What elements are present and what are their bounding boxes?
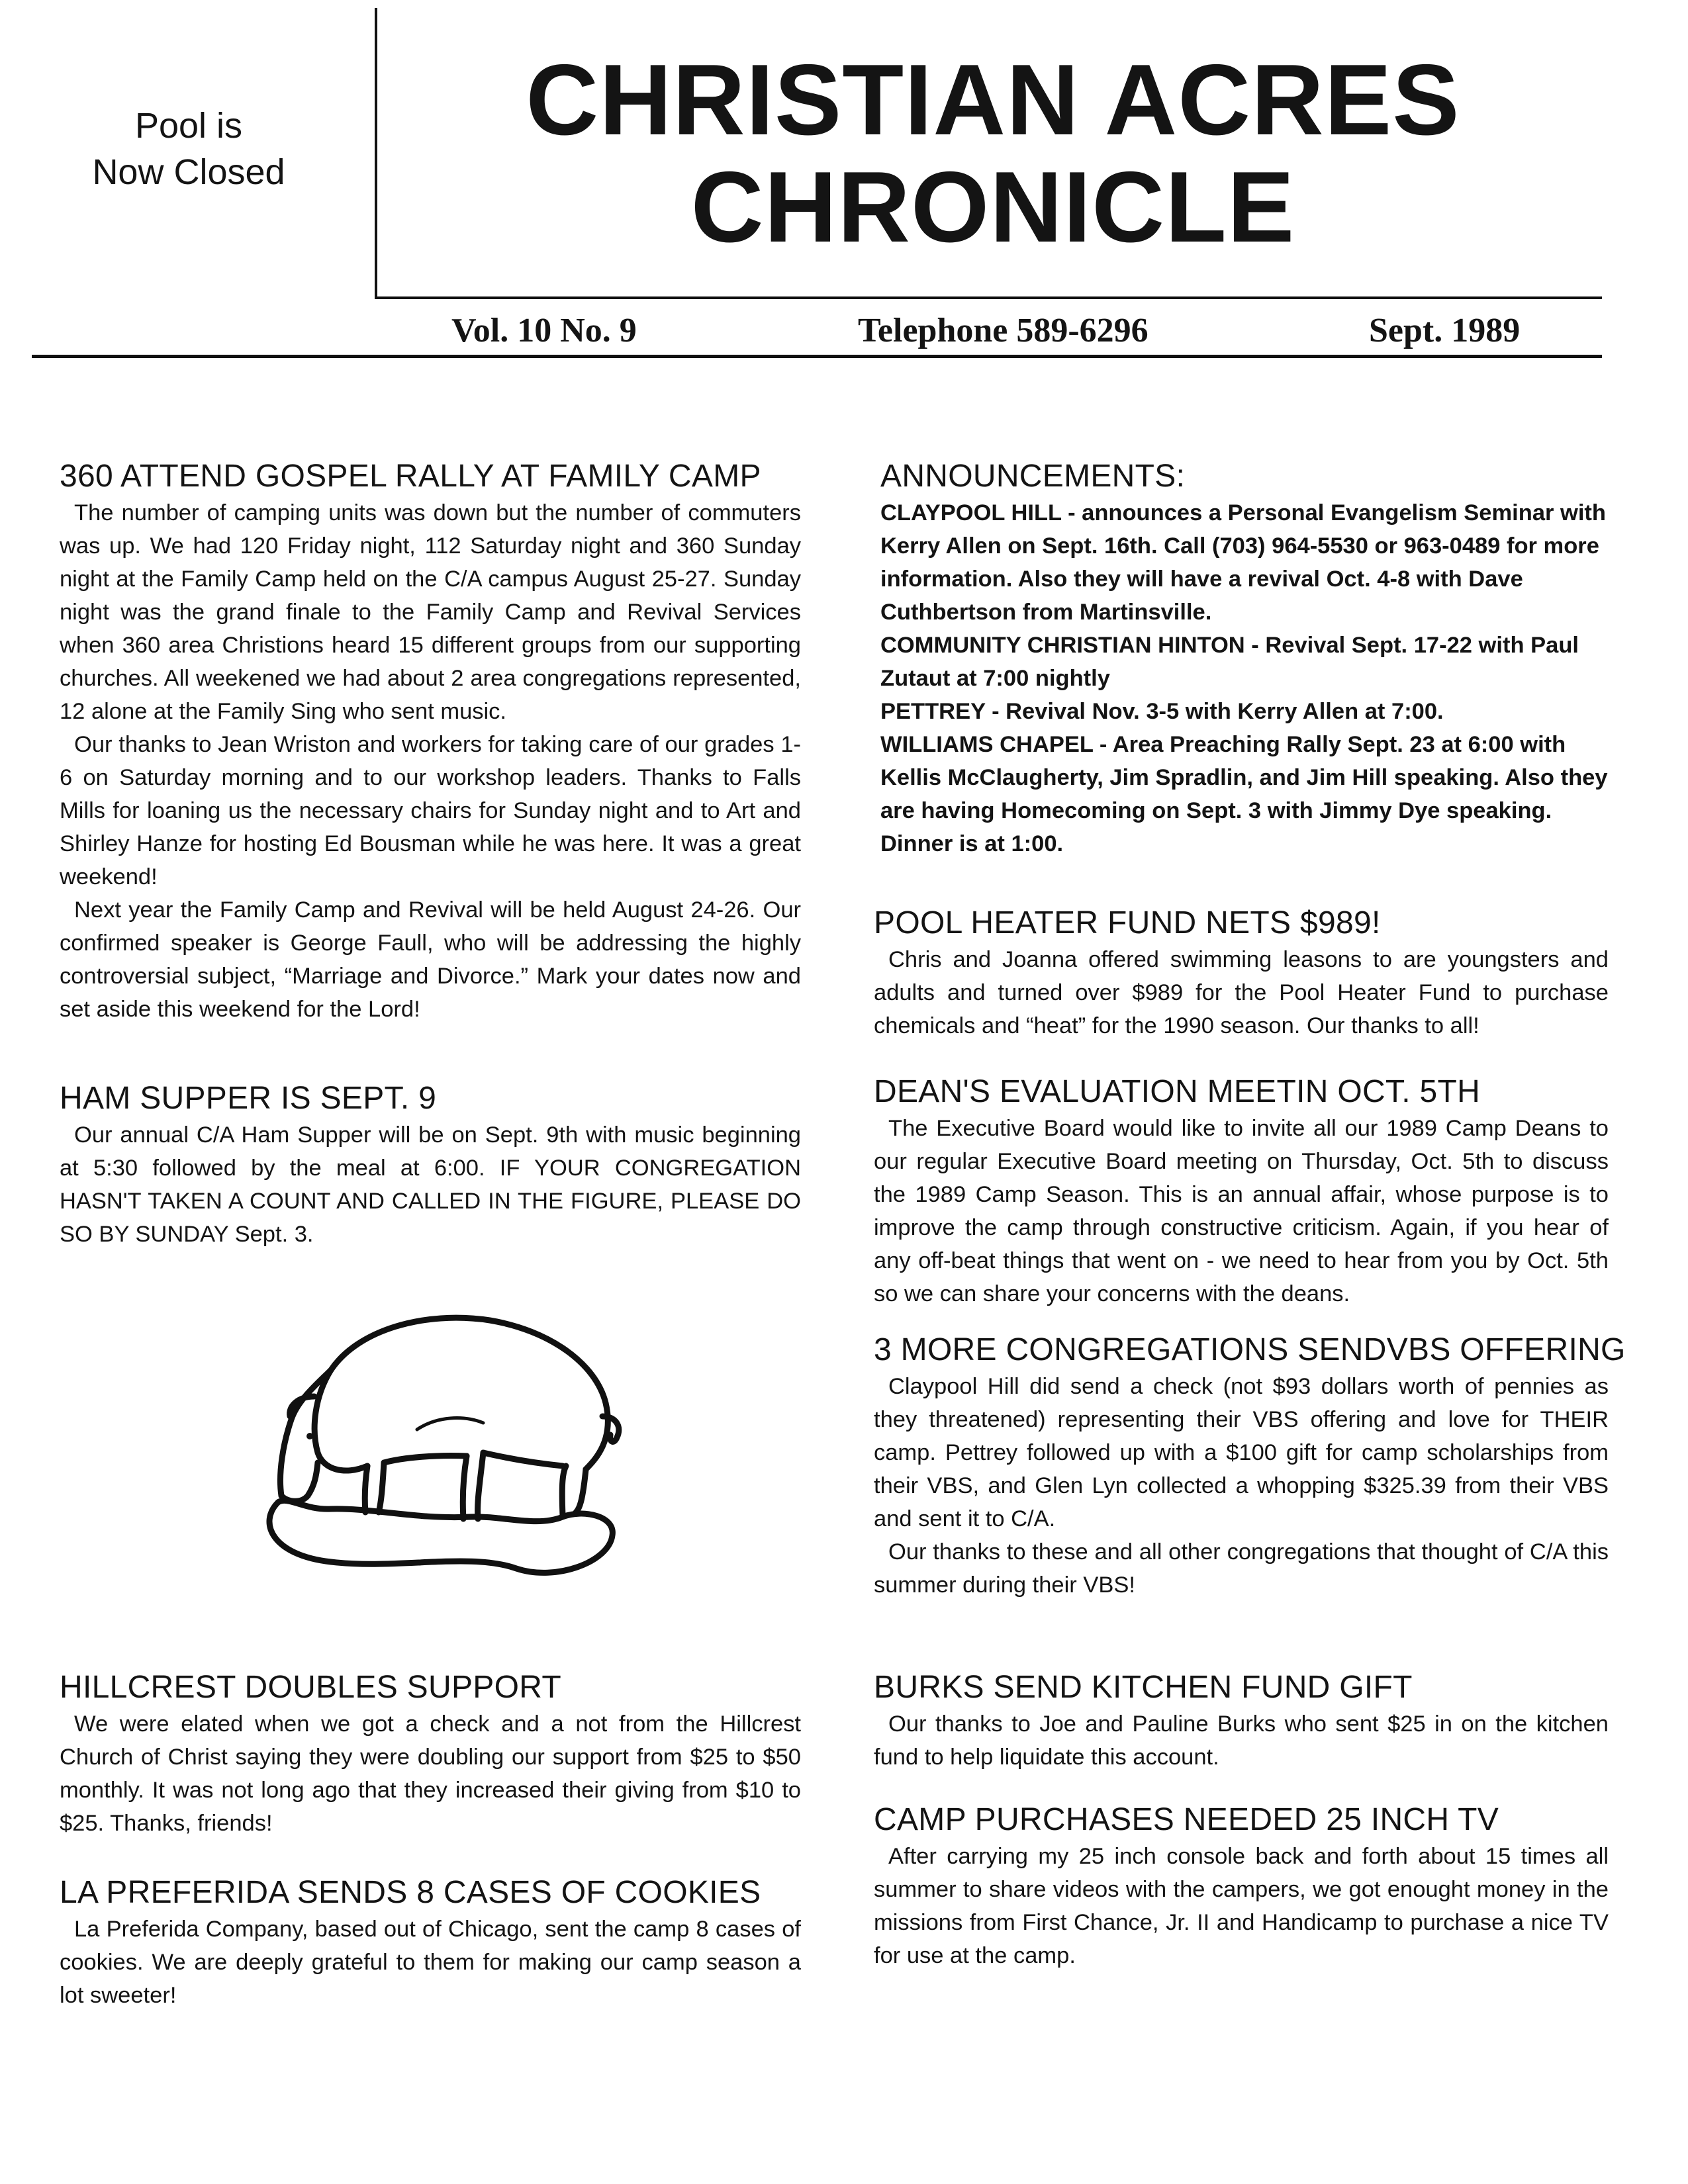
announcement-item: CLAYPOOL HILL - announces a Personal Evangelism Seminar with Kerry Allen on Sept. 16th. Call (703) 964-5530 or 963-0489 for more information. Also they will have a revival Oct. 4-8 with Dave Cuthbertson from Martinsville. — [880, 500, 1606, 625]
article-paragraph: Our annual C/A Ham Supper will be on Sept. 9th with music beginning at 5:30 followed by the meal at 6:00. IF YOUR CONGREGATION HASN'T TAKEN A COUNT AND CALLED IN THE FIGURE, PLEASE DO SO BY SUNDAY Sept. 3. — [60, 1122, 801, 1247]
article-deans-evaluation — [874, 1072, 1609, 1310]
article-pool-heater — [874, 903, 1609, 1042]
pig-illustration — [252, 1284, 649, 1602]
article-headline: DEAN'S EVALUATION MEETIN OCT. 5TH — [874, 1074, 1481, 1109]
article-paragraph: Claypool Hill did send a check (not $93 dollars worth of pennies as they threatened) representing their VBS offering and love for THEIR camp. Pettrey followed up with a $100 gift for camp scholarships from their VBS, and Glen Lyn collected a whopping $325.39 from their VBS and sent it to C/A. — [874, 1374, 1609, 1531]
article-hillcrest — [60, 1668, 801, 1840]
article-headline: HILLCREST DOUBLES SUPPORT — [60, 1670, 561, 1705]
announcement-item: COMMUNITY CHRISTIAN HINTON - Revival Sept. 17-22 with Paul Zutaut at 7:00 nightly — [880, 633, 1579, 691]
article-paragraph: We were elated when we got a check and a not from the Hillcrest Church of Christ saying they were doubling our support from $25 to $50 monthly. It was not long ago that they increased their giving from $10 to $25. Thanks, friends! — [60, 1711, 801, 1836]
article-paragraph: The number of camping units was down but the number of commuters was up. We had 120 Friday night, 112 Saturday night and 360 Sunday night at the Family Camp held on the C/A campus August 25-27. Sunday night was the grand finale to the Family Camp and Revival Services when 360 area Christions heard 15 different groups from our supporting churches. All weekened we had about 2 area congregations represented, 12 alone at the Family Sing who sent music. — [60, 500, 801, 724]
article-paragraph: Next year the Family Camp and Revival will be held August 24-26. Our confirmed speaker is George Faull, who will be addressing the highly controversial subject, “Marriage and Divorce.” Mark your dates now and set aside this weekend for the Lord! — [60, 897, 801, 1022]
pool-notice-line-1: Pool is — [134, 106, 243, 146]
article-paragraph: Chris and Joanna offered swimming leasons to are youngsters and adults and turned over $989 for the Pool Heater Fund to purchase chemicals and “heat” for the 1990 season. Our thanks to all! — [874, 947, 1609, 1038]
article-headline: BURKS SEND KITCHEN FUND GIFT — [874, 1670, 1413, 1705]
article-paragraph: Our thanks to Joe and Pauline Burks who sent $25 in on the kitchen fund to help liquidate this account. — [874, 1711, 1609, 1770]
article-gospel-rally — [60, 457, 801, 1026]
title-line-2: CHRONICLE — [690, 151, 1295, 263]
article-headline: 360 ATTEND GOSPEL RALLY AT FAMILY CAMP — [60, 459, 761, 494]
article-ham-supper — [60, 1079, 801, 1251]
article-paragraph: Our thanks to these and all other congregations that thought of C/A this summer during their VBS! — [874, 1539, 1609, 1598]
article-paragraph: La Preferida Company, based out of Chicago, sent the camp 8 cases of cookies. We are deeply grateful to them for making our camp season a lot sweeter! — [60, 1917, 801, 2008]
article-headline: LA PREFERIDA SENDS 8 CASES OF COOKIES — [60, 1875, 761, 1910]
volume-number: Vol. 10 No. 9 — [451, 312, 637, 349]
article-paragraph: Our thanks to Jean Wriston and workers for taking care of our grades 1-6 on Saturday morning and to our workshop leaders. Thanks to Falls Mills for loaning us the necessary chairs for Sunday night and to Art and Shirley Hanze for hosting Ed Bousman while he was here. It was a great weekend! — [60, 732, 801, 889]
announcement-item: PETTREY - Revival Nov. 3-5 with Kerry Allen at 7:00. — [880, 699, 1444, 724]
newsletter-title — [463, 46, 1523, 261]
article-headline: ANNOUNCEMENTS: — [880, 459, 1186, 494]
masthead-vertical-rule — [375, 8, 377, 299]
article-headline: POOL HEATER FUND NETS $989! — [874, 905, 1381, 940]
article-camp-tv — [874, 1800, 1609, 1972]
article-paragraph: After carrying my 25 inch console back and forth about 15 times all summer to share videos with the campers, we got enought money in the missions from First Chance, Jr. II and Handicamp to purchase a nice TV for use at the camp. — [874, 1844, 1609, 1968]
masthead-rule-bottom — [32, 355, 1602, 358]
telephone-number: Telephone 589-6296 — [858, 312, 1149, 349]
article-headline: HAM SUPPER IS SEPT. 9 — [60, 1081, 437, 1116]
pool-notice-line-2: Now Closed — [92, 152, 285, 192]
article-paragraph: The Executive Board would like to invite all our 1989 Camp Deans to our regular Executive Board meeting on Thursday, Oct. 5th to discuss the 1989 Camp Season. This is an annual affair, whose purpose is to improve the camp through constructive criticism. Again, if you hear of any off-beat things that went on - we need to hear from you by Oct. 5th so we can share your concerns with the deans. — [874, 1116, 1609, 1306]
title-line-1: CHRISTIAN ACRES — [526, 44, 1460, 156]
article-headline: CAMP PURCHASES NEEDED 25 INCH TV — [874, 1802, 1499, 1837]
pool-closed-notice — [63, 103, 314, 195]
article-announcements — [880, 457, 1622, 860]
masthead-rule-top — [375, 296, 1602, 299]
article-la-preferida — [60, 1873, 801, 2012]
article-burks-kitchen — [874, 1668, 1609, 1774]
article-vbs-offering — [874, 1330, 1626, 1602]
announcement-item: WILLIAMS CHAPEL - Area Preaching Rally Sept. 23 at 6:00 with Kellis McClaugherty, Jim Spradlin, and Jim Hill speaking. Also they are having Homecoming on Sept. 3 with Jimmy Dye speaking. Dinner is at 1:00. — [880, 732, 1608, 856]
issue-date: Sept. 1989 — [1369, 312, 1521, 349]
article-headline: 3 MORE CONGREGATIONS SENDVBS OFFERING — [874, 1332, 1626, 1367]
